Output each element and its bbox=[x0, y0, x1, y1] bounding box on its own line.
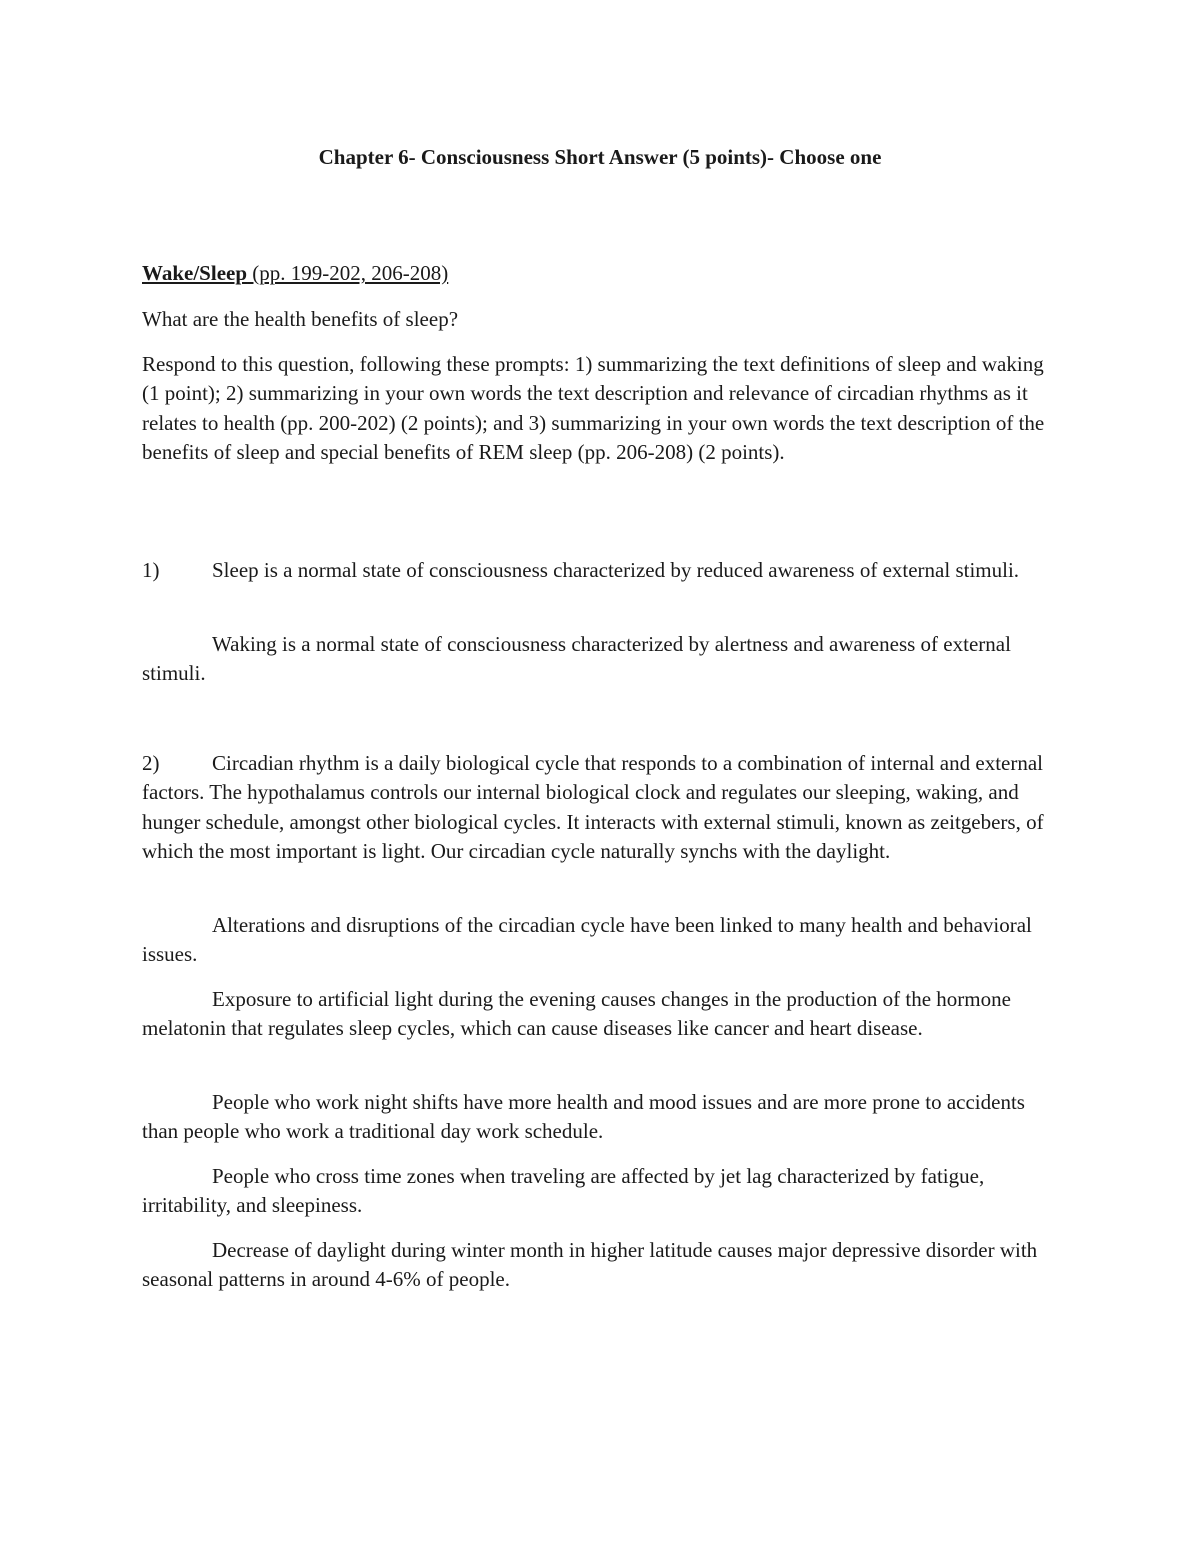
answer-2-paragraph-2: Alterations and disruptions of the circadian cycle have been linked to many health and behavioral issues. bbox=[142, 913, 1032, 967]
answer-2-paragraph-6: Decrease of daylight during winter month in higher latitude causes major depressive disorder with seasonal patterns in around 4-6% of people. bbox=[142, 1238, 1038, 1292]
answer-2-text-1: Circadian rhythm is a daily biological cycle that responds to a combination of internal and external factors. The hypothalamus controls our internal biological clock and regulates our sleeping, waking, and hunger schedule, amongst other biological cycles. It interacts with external stimuli, known as zeitgebers, of which the most important is light. Our circadian cycle naturally synchs with the daylight. bbox=[142, 751, 1044, 864]
prompt-text: Respond to this question, following these prompts: 1) summarizing the text definitions of sleep and waking (1 point); 2) summarizing in your own words the text description and relevance of circadian rhythms as it relates to health (pp. 200-202) (2 points); and 3) summarizing in your own words the text description of the benefits of sleep and special benefits of REM sleep (pp. 206-208) (2 points). bbox=[142, 352, 1045, 465]
answer-1-text-1: Sleep is a normal state of consciousness characterized by reduced awareness of external stimuli. bbox=[212, 558, 1020, 582]
answer-1-paragraph-2: Waking is a normal state of consciousness characterized by alertness and awareness of external stimuli. bbox=[142, 632, 1011, 686]
answer-1-number: 1) bbox=[142, 558, 160, 582]
section-heading-name: Wake/Sleep bbox=[142, 261, 248, 285]
answer-2-paragraph-3: Exposure to artificial light during the evening causes changes in the production of the hormone melatonin that regulates sleep cycles, which can cause diseases like cancer and heart disease. bbox=[142, 987, 1011, 1041]
answer-1-paragraph-1 bbox=[142, 556, 1062, 585]
section-heading-pages: (pp. 199-202, 206-208) bbox=[247, 261, 449, 285]
question-text: What are the health benefits of sleep? bbox=[142, 307, 459, 331]
answer-2-paragraph-4: People who work night shifts have more health and mood issues and are more prone to accidents than people who work a traditional day work schedule. bbox=[142, 1090, 1025, 1144]
answer-2-number: 2) bbox=[142, 751, 160, 775]
document-title: Chapter 6- Consciousness Short Answer (5 points)- Choose one bbox=[318, 145, 882, 169]
answer-2-paragraph-5: People who cross time zones when traveling are affected by jet lag characterized by fatigue, irritability, and sleepiness. bbox=[142, 1164, 985, 1218]
answer-2-paragraph-1 bbox=[142, 749, 1062, 867]
section-heading bbox=[142, 259, 1062, 288]
